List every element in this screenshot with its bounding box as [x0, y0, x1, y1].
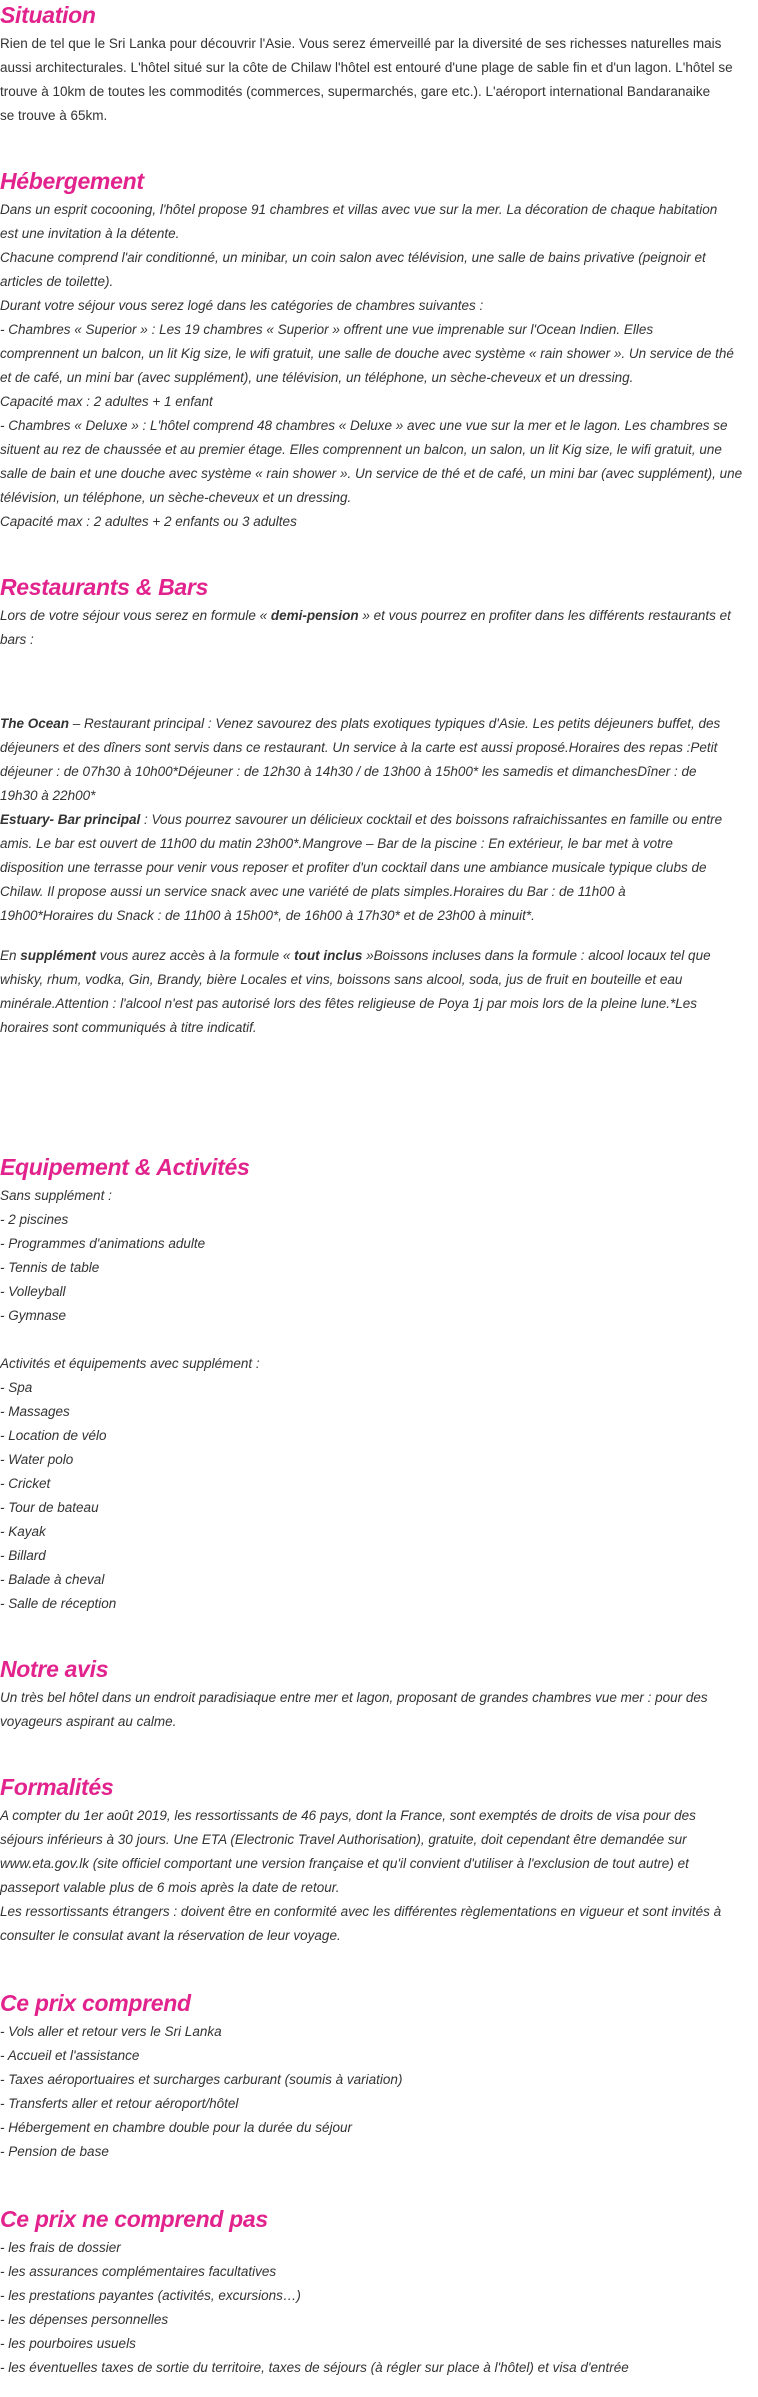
supplement-paragraph — [0, 944, 758, 1040]
hebergement-text — [0, 198, 758, 534]
list-item: Sans supplément : — [0, 1188, 112, 1203]
list-item: - Hébergement en chambre double pour la durée du séjour — [0, 2120, 352, 2135]
the-ocean-bold: The Ocean — [0, 716, 70, 731]
text-line: situent au rez de chaussée et au premier étage. Elles comprennent un balcon, un salon, un lit Kig size, le wifi gratuit, une — [0, 442, 722, 457]
text-line: passeport valable plus de 6 mois après la date de retour. — [0, 1880, 340, 1895]
section-restaurants — [0, 572, 758, 1035]
text-line: aussi architecturales. L'hôtel situé sur la côte de Chilaw l'hôtel est entouré d'une plage de sable fin et d'un lagon. L'hôtel se — [0, 60, 733, 75]
avis-heading: Notre avis — [0, 1656, 109, 1682]
text-line: Estuary- Bar principal : Vous pourrez savourer un délicieux cocktail et des boissons rafraichissantes en famille ou entre — [0, 812, 723, 827]
text-line: est une invitation à la détente. — [0, 226, 180, 241]
list-item: - Massages — [0, 1404, 70, 1419]
list-item: - Pension de base — [0, 2144, 109, 2159]
section-avis — [0, 1654, 758, 1734]
demi-pension-bold: demi-pension — [270, 608, 359, 623]
text-line: Rien de tel que le Sri Lanka pour découvrir l'Asie. Vous serez émerveillé par la diversité de ses richesses naturelles mais — [0, 36, 722, 51]
list-item: - Kayak — [0, 1524, 46, 1539]
hebergement-heading: Hébergement — [0, 168, 144, 194]
list-item: - Salle de réception — [0, 1596, 117, 1611]
text-line: Un très bel hôtel dans un endroit paradisiaque entre mer et lagon, proposant de grandes chambres vue mer : pour des — [0, 1690, 708, 1705]
text-line: Dans un esprit cocooning, l'hôtel propose 91 chambres et villas avec vue sur la mer. La décoration de chaque habitation — [0, 202, 718, 217]
section-comprend — [0, 1988, 758, 2164]
text-line: 19h30 à 22h00* — [0, 788, 96, 803]
text-line: Durant votre séjour vous serez logé dans les catégories de chambres suivantes : — [0, 298, 484, 313]
text-line: télévision, un téléphone, un sèche-cheveux et un dressing. — [0, 490, 352, 505]
text-line: trouve à 10km de toutes les commodités (commerces, supermarchés, gare etc.). L'aéroport international Bandaranaike — [0, 84, 711, 99]
text-line: séjours inférieurs à 30 jours. Une ETA (Electronic Travel Authorisation), gratuite, doit cependant être demandée sur — [0, 1832, 687, 1847]
list-item: - Water polo — [0, 1452, 74, 1467]
text-line: minérale.Attention : l'alcool n'est pas autorisé lors des fêtes religieuse de Poya 1j par mois lors de la pleine lune.*Les — [0, 996, 698, 1011]
section-ne-comprend — [0, 2204, 758, 2380]
comprend-heading: Ce prix comprend — [0, 1990, 191, 2016]
text-line: bars : — [0, 632, 34, 647]
text-line: 19h00*Horaires du Snack : de 11h00 à 15h00*, de 16h00 à 17h30* et de 23h00 à minuit*. — [0, 908, 535, 923]
text-line: A compter du 1er août 2019, les ressortissants de 46 pays, dont la France, sont exemptés de droits de visa pour des — [0, 1808, 696, 1823]
text-line: voyageurs aspirant au calme. — [0, 1714, 177, 1729]
restaurants-heading: Restaurants & Bars — [0, 574, 209, 600]
text-line: et de café, un mini bar (avec supplément), une télévision, un téléphone, un sèche-cheveux et un dressing. — [0, 370, 634, 385]
formalites-text — [0, 1804, 758, 1948]
text-line: The Ocean – Restaurant principal : Venez savourez des plats exotiques typiques d'Asie. Les petits déjeuners buffet, des — [0, 716, 721, 731]
section-formalites — [0, 1772, 758, 1948]
text-line: déjeuner : de 07h30 à 10h00*Déjeuner : de 12h30 à 14h30 / de 13h00 à 15h00* les samedis et dimanchesDîner : de — [0, 764, 697, 779]
text-line: Les ressortissants étrangers : doivent être en conformité avec les différentes règlementations en vigueur et sont invités à — [0, 1904, 722, 1919]
list-item: - Billard — [0, 1548, 46, 1563]
supplement-bold: supplément — [20, 948, 97, 963]
comprend-list — [0, 2020, 758, 2164]
text-line: disposition une terrasse pour venir vous reposer et profiter d'un cocktail dans une ambiance musicale typique clubs de — [0, 860, 707, 875]
list-item: - Location de vélo — [0, 1428, 107, 1443]
text-line: - Chambres « Superior » : Les 19 chambres « Superior » offrent une vue imprenable sur l'Ocean Indien. Elles — [0, 322, 654, 337]
list-item: - Vols aller et retour vers le Sri Lanka — [0, 2024, 222, 2039]
list-item: Activités et équipements avec supplément : — [0, 1356, 260, 1371]
text-line: articles de toilette). — [0, 274, 114, 289]
tout-inclus-bold: tout inclus — [294, 948, 363, 963]
restaurants-intro — [0, 604, 758, 652]
text-line: horaires sont communiqués à titre indicatif. — [0, 1020, 257, 1035]
text-line: se trouve à 65km. — [0, 108, 108, 123]
equipement-heading: Equipement & Activités — [0, 1154, 250, 1180]
list-item: - Tour de bateau — [0, 1500, 99, 1515]
list-spacer — [0, 1328, 758, 1352]
text-line: comprennent un balcon, un lit Kig size, le wifi gratuit, une salle de douche avec système « rain shower ». Un service de thé — [0, 346, 734, 361]
section-equipement — [0, 1152, 758, 1616]
text-line: Chilaw. Il propose aussi un service snack avec une variété de plats simples.Horaires du Bar : de 11h00 à — [0, 884, 626, 899]
list-item: - les frais de dossier — [0, 2240, 121, 2255]
list-item: - Taxes aéroportuaires et surcharges carburant (soumis à variation) — [0, 2072, 403, 2087]
formalites-heading: Formalités — [0, 1774, 114, 1800]
list-item: - les pourboires usuels — [0, 2336, 136, 2351]
text-line: Capacité max : 2 adultes + 1 enfant — [0, 394, 213, 409]
avis-text — [0, 1686, 758, 1734]
list-item: - Programmes d'animations adulte — [0, 1236, 206, 1251]
text-line: Capacité max : 2 adultes + 2 enfants ou 3 adultes — [0, 514, 297, 529]
section-situation — [0, 0, 758, 128]
equipement-list — [0, 1184, 758, 1616]
list-item: - les prestations payantes (activités, excursions…) — [0, 2288, 301, 2303]
ne-comprend-list — [0, 2236, 758, 2380]
list-item: - Tennis de table — [0, 1260, 100, 1275]
text-line: salle de bain et une douche avec système « rain shower ». Un service de thé et de café, un mini bar (avec supplément), une — [0, 466, 743, 481]
text-line: Lors de votre séjour vous serez en formule « demi-pension » et vous pourrez en profiter dans les différents restaurants et — [0, 608, 731, 623]
section-hebergement — [0, 166, 758, 534]
text-line: amis. Le bar est ouvert de 11h00 du matin 23h00*.Mangrove – Bar de la piscine : En extérieur, le bar met à votre — [0, 836, 673, 851]
list-item: - les assurances complémentaires facultatives — [0, 2264, 277, 2279]
text-line: whisky, rhum, vodka, Gin, Brandy, bière Locales et vins, boissons sans alcool, soda, jus de fruit en bouteille et eau — [0, 972, 683, 987]
ocean-paragraph — [0, 712, 758, 928]
text-line: - Chambres « Deluxe » : L'hôtel comprend 48 chambres « Deluxe » avec une vue sur la mer et le lagon. Les chambres se — [0, 418, 728, 433]
estuary-bold: Estuary- Bar principal — [0, 812, 141, 827]
text-line: www.eta.gov.lk (site officiel comportant une version française et qu'il convient d'utiliser à l'exclusion de tout autre) et — [0, 1856, 689, 1871]
list-item: - Balade à cheval — [0, 1572, 105, 1587]
list-item: - Accueil et l'assistance — [0, 2048, 140, 2063]
list-item: - Cricket — [0, 1476, 51, 1491]
list-item: - Gymnase — [0, 1308, 67, 1323]
list-item: - Transferts aller et retour aéroport/hôtel — [0, 2096, 239, 2111]
list-item: - les éventuelles taxes de sortie du territoire, taxes de séjours (à régler sur place à l'hôtel) et visa d'entrée — [0, 2360, 629, 2375]
text-line: Chacune comprend l'air conditionné, un minibar, un coin salon avec télévision, une salle de bains privative (peignoir et — [0, 250, 706, 265]
ne-comprend-heading: Ce prix ne comprend pas — [0, 2206, 268, 2232]
situation-text — [0, 32, 758, 128]
list-item: - Spa — [0, 1380, 33, 1395]
list-item: - Volleyball — [0, 1284, 66, 1299]
situation-heading: Situation — [0, 2, 96, 28]
list-item: - 2 piscines — [0, 1212, 69, 1227]
text-line: déjeuners et des dîners sont servis dans ce restaurant. Un service à la carte est aussi proposé.Horaires des repas :Petit — [0, 740, 718, 755]
text-line: consulter le consulat avant la réservation de leur voyage. — [0, 1928, 341, 1943]
text-line: En supplément vous aurez accès à la formule « tout inclus »Boissons incluses dans la formule : alcool locaux tel que — [0, 948, 711, 963]
list-item: - les dépenses personnelles — [0, 2312, 169, 2327]
